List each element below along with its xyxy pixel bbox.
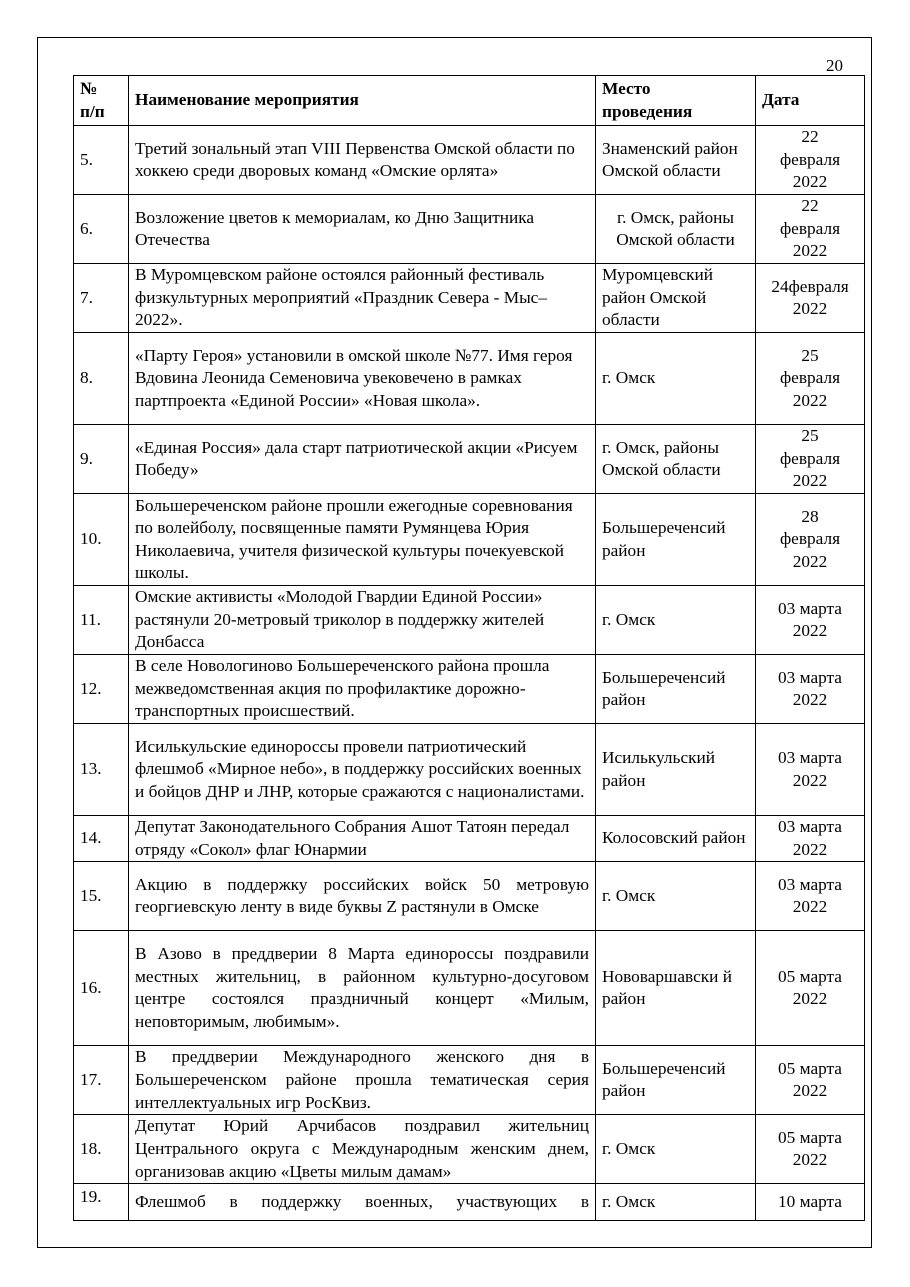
row-date: 03 марта 2022	[778, 598, 842, 641]
table-header-row	[74, 76, 865, 126]
row-num: 11.	[80, 609, 101, 629]
row-date: 22 февраля 2022	[779, 196, 841, 261]
row-name: «Парту Героя» установили в омской школе №77. Имя героя Вдовина Леонида Семеновича увековечено в рамках партпроекта «Единой России» «Новая школа».	[135, 345, 573, 410]
table-row	[74, 862, 865, 931]
row-place: г. Омск	[602, 368, 656, 388]
row-date: 28 февраля 2022	[779, 506, 841, 571]
page-number: 20	[826, 56, 843, 75]
row-num: 15.	[80, 886, 102, 906]
table-row	[74, 126, 865, 195]
row-date: 03 марта 2022	[778, 874, 842, 917]
row-num: 10.	[80, 529, 102, 549]
table-row	[74, 494, 865, 586]
row-place: Колосовский район	[602, 828, 746, 848]
table-row	[74, 724, 865, 816]
row-num: 17.	[80, 1070, 102, 1090]
row-num: 9.	[80, 448, 93, 468]
row-num: 14.	[80, 828, 102, 848]
row-num: 7.	[80, 287, 93, 307]
row-place: Знаменский район Омской области	[602, 138, 738, 181]
header-name	[129, 76, 596, 126]
row-num: 6.	[80, 218, 93, 238]
row-name: Большереченском районе прошли ежегодные соревнования по волейболу, посвященные памяти Румянцева Юрия Николаевича, учителя физической культуры почекуевской школы.	[135, 495, 573, 583]
row-name: «Единая Россия» дала старт патриотической акции «Рисуем Победу»	[135, 437, 578, 480]
table-row	[74, 264, 865, 333]
row-name: Флешмоб в поддержку военных, участвующих в	[135, 1192, 589, 1212]
row-name: Возложение цветов к мемориалам, ко Дню Защитника Отечества	[135, 207, 535, 250]
table-row	[74, 1184, 865, 1221]
row-name: В преддверии Международного женского дня в Большереченском районе прошла тематическая серия интеллектуальных игр РосКвиз.	[135, 1047, 589, 1112]
table-row	[74, 1046, 865, 1115]
header-num	[74, 76, 129, 126]
row-name: В Азово в преддверии 8 Марта единороссы поздравили местных жительниц, в районном культурно-досуговом центре состоялся праздничный концерт «Милым, неповторимым, любимым».	[135, 944, 589, 1031]
row-name: Депутат Юрий Арчибасов поздравил жительниц Центрального округа с Международным женским днем, организовав акцию «Цветы милым дамам»	[135, 1116, 589, 1181]
row-place: г. Омск	[602, 609, 656, 629]
row-place: Большереченсий район	[602, 518, 726, 560]
row-num: 16.	[80, 978, 102, 998]
row-num: 8.	[80, 368, 93, 388]
row-name: В селе Новологиново Большереченского района прошла межведомственная акция по профилактике дорожно-транспортных происшествий.	[135, 656, 550, 721]
row-place: Большереченсий район	[602, 1058, 726, 1101]
row-name: Омские активисты «Молодой Гвардии Единой России» растянули 20-метровый триколор в поддержку жителей Донбасса	[135, 587, 545, 652]
row-date: 25 февраля 2022	[779, 426, 841, 491]
row-place: г. Омск	[602, 1139, 656, 1159]
header-date-text: Дата	[762, 90, 800, 110]
row-place: г. Омск, районы Омской области	[616, 207, 735, 250]
header-num-text: № п/п	[80, 79, 105, 121]
table-row	[74, 931, 865, 1046]
row-place: г. Омск	[602, 1192, 656, 1212]
row-place: г. Омск, районы Омской области	[602, 437, 721, 480]
events-table	[73, 75, 865, 1221]
header-name-text: Наименование мероприятия	[135, 90, 359, 110]
row-num: 19.	[80, 1187, 102, 1207]
row-num: 18.	[80, 1139, 102, 1159]
header-place	[596, 76, 756, 126]
row-place: Муромцевский район Омской области	[602, 265, 714, 330]
row-date: 03 марта 2022	[778, 667, 842, 710]
row-date: 03 марта 2022	[778, 817, 842, 859]
row-name: В Муромцевском районе остоялся районный фестиваль физкультурных мероприятий «Праздник Севера - Мыс–2022».	[135, 265, 547, 330]
row-place: Большереченсий район	[602, 667, 726, 710]
header-date	[756, 76, 865, 126]
row-num: 13.	[80, 759, 102, 779]
table-row	[74, 195, 865, 264]
row-date: 22 февраля 2022	[779, 127, 841, 192]
table-row	[74, 655, 865, 724]
table-row	[74, 816, 865, 862]
row-date: 05 марта 2022	[778, 966, 842, 1009]
table-row	[74, 1115, 865, 1184]
header-place-text: Место проведения	[602, 79, 693, 121]
row-name: Акцию в поддержку российских войск 50 метровую георгиевскую ленту в виде буквы Z растянули в Омске	[135, 874, 589, 917]
row-date: 25 февраля 2022	[779, 345, 841, 410]
row-date: 24февраля 2022	[771, 276, 849, 319]
row-place: Нововаршавски й район	[602, 966, 732, 1009]
table-row	[74, 586, 865, 655]
row-place: г. Омск	[602, 886, 656, 906]
row-date: 03 марта 2022	[778, 748, 842, 790]
row-name: Исилькульские единороссы провели патриотический флешмоб «Мирное небо», в поддержку российских военных и бойцов ДНР и ЛНР, которые сражаются с националистами.	[135, 736, 585, 801]
row-date: 05 марта 2022	[778, 1127, 842, 1170]
table-row	[74, 333, 865, 425]
row-date: 05 марта 2022	[778, 1058, 842, 1101]
row-place: Исилькульский район	[602, 748, 716, 790]
row-num: 5.	[80, 149, 93, 169]
table-row	[74, 425, 865, 494]
row-name: Третий зональный этап VIII Первенства Омской области по хоккею среди дворовых команд «Омские орлята»	[135, 138, 575, 181]
row-date: 10 марта	[778, 1192, 842, 1212]
row-num: 12.	[80, 678, 102, 698]
row-name: Депутат Законодательного Собрания Ашот Татоян передал отряду «Сокол» флаг Юнармии	[135, 817, 570, 859]
